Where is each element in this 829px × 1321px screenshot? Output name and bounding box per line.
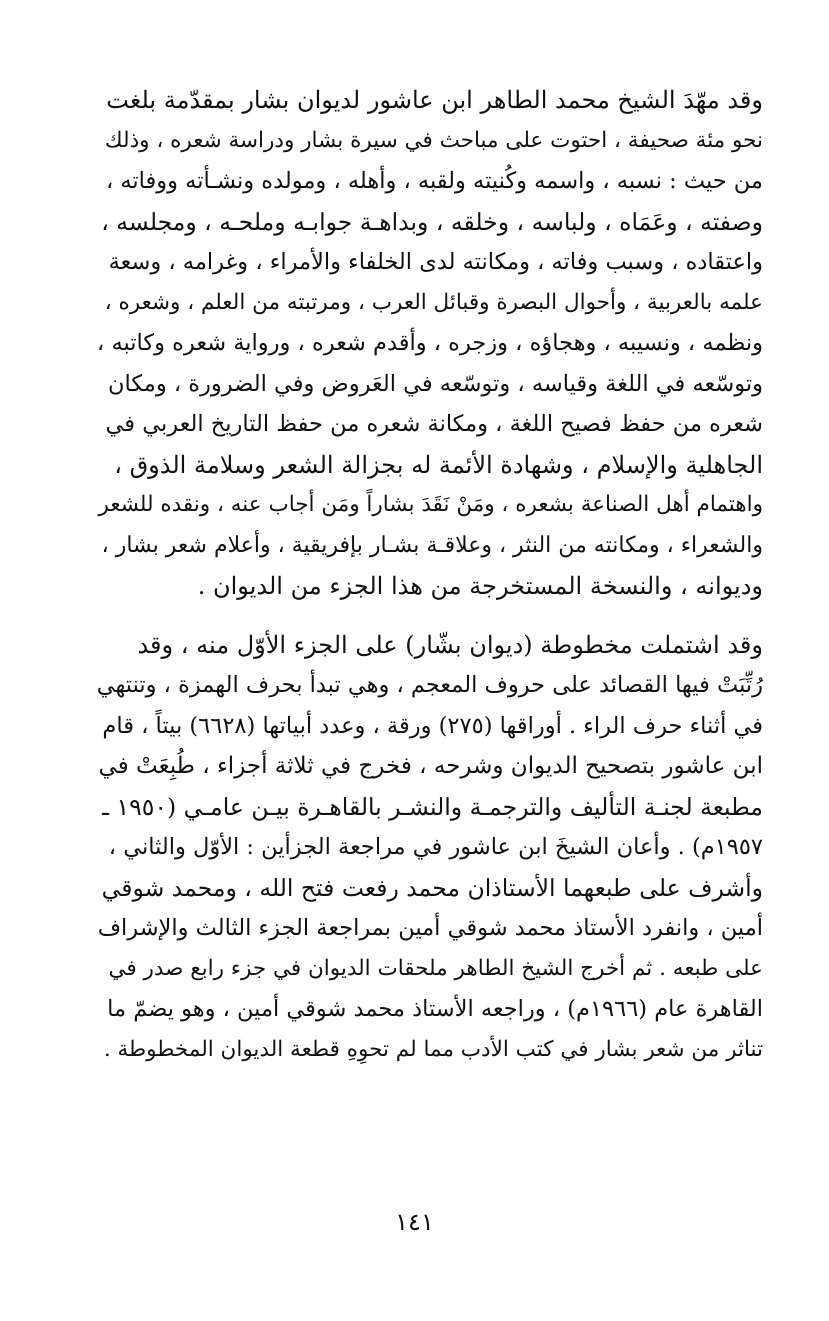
text-line: رُتِّبَتْ فيها القصائد على حروف المعجم ، وهي تبدأ بحرف الهمزة ، وتنتهي <box>96 672 763 698</box>
text-line: وصفته ، وعَمَاه ، ولباسه ، وخلقه ، وبداهـة جوابـه وملحـه ، ومجلسه ، <box>101 207 763 236</box>
text-line: علمه بالعربية ، وأحوال البصرة وقبائل العرب ، ومرتبته من العلم ، وشعره ، <box>104 289 763 315</box>
text-line: والشعراء ، ومكانته من النثر ، وعلاقـة بشـار بإفريقية ، وأعلام شعر بشار ، <box>101 532 763 558</box>
text-line: ونظمه ، ونسيبه ، وهجاؤه ، وزجره ، وأقدم شعره ، ورواية شعره وكاتبه ، <box>97 330 763 356</box>
text-line: ابن عاشور بتصحيح الديوان وشرحه ، فخرج في ثلاثة أجزاء ، طُبِعَتْ في <box>98 753 763 779</box>
text-line: الجاهلية والإسلام ، وشهادة الأئمة له بجزالة الشعر وسلامة الذوق ، <box>114 450 763 479</box>
text-line: وأشرف على طبعهما الأستاذان محمد رفعت فتح الله ، ومحمد شوقي <box>101 873 763 902</box>
text-line: وتوسّعه في اللغة وقياسه ، وتوسّعه في العَروض وفي الضرورة ، ومكان <box>107 370 763 397</box>
body-text <box>96 80 763 1070</box>
text-line: في أثناء حرف الراء . أوراقها (٢٧٥) ورقة ، وعدد أبياتها (٦٦٢٨) بيتاً ، قام <box>102 712 763 739</box>
text-line: على طبعه . ثم أخرج الشيخ الطاهر ملحقات الديوان في جزء رابع صدر في <box>108 955 763 981</box>
text-line: القاهرة عام (١٩٦٦م) ، وراجعه الأستاذ محمد شوقي أمين ، وهو يضمّ ما <box>107 996 763 1022</box>
text-line: وقد اشتملت مخطوطة (ديوان بشّار) على الجزء الأوّل منه ، وقد <box>137 630 763 659</box>
text-line: نحو مئة صحيفة ، احتوت على مباحث في سيرة بشار ودراسة شعره ، وذلك <box>104 127 763 153</box>
text-line: من حيث : نسبه ، واسمه وكُنيته ولقبه ، وأهله ، ومولده ونشـأته ووفاته ، <box>105 168 763 194</box>
text-line: تناثر من شعر بشار في كتب الأدب مما لم تحوِهِ قطعة الديوان المخطوطة . <box>103 1036 763 1062</box>
text-line: وقد مهّدَ الشيخ محمد الطاهر ابن عاشور لديوان بشار بمقدّمة بلغت <box>106 86 763 114</box>
text-line: واهتمام أهل الصناعة بشعره ، ومَنْ نَقَدَ بشاراً ومَن أجاب عنه ، ونقده للشعر <box>98 492 763 517</box>
text-line: وديوانه ، والنسخة المستخرجة من هذا الجزء من الديوان . <box>197 572 763 600</box>
paragraph-1 <box>96 80 763 607</box>
text-line: شعره من حفظ فصيح اللغة ، ومكانة شعره من حفظ التاريخ العربي في <box>105 411 763 437</box>
text-line: ١٩٥٧م) . وأعان الشيخَ ابن عاشور في مراجعة الجزأين : الأوّل والثاني ، <box>108 834 763 860</box>
text-line: واعتقاده ، وسبب وفاته ، ومكانته لدى الخلفاء والأمراء ، وغرامه ، وسعة <box>108 249 763 275</box>
text-line: مطبعة لجنـة التأليف والترجمـة والنشـر بالقاهـرة بيـن عامـي (١٩٥٠ ـ <box>102 792 763 821</box>
paragraph-spacer <box>96 607 763 625</box>
text-line: أمين ، وانفرد الأستاذ محمد شوقي أمين بمراجعة الجزء الثالث والإشراف <box>97 915 763 941</box>
page-number: ١٤١ <box>395 1208 434 1236</box>
paragraph-2 <box>96 625 763 1071</box>
